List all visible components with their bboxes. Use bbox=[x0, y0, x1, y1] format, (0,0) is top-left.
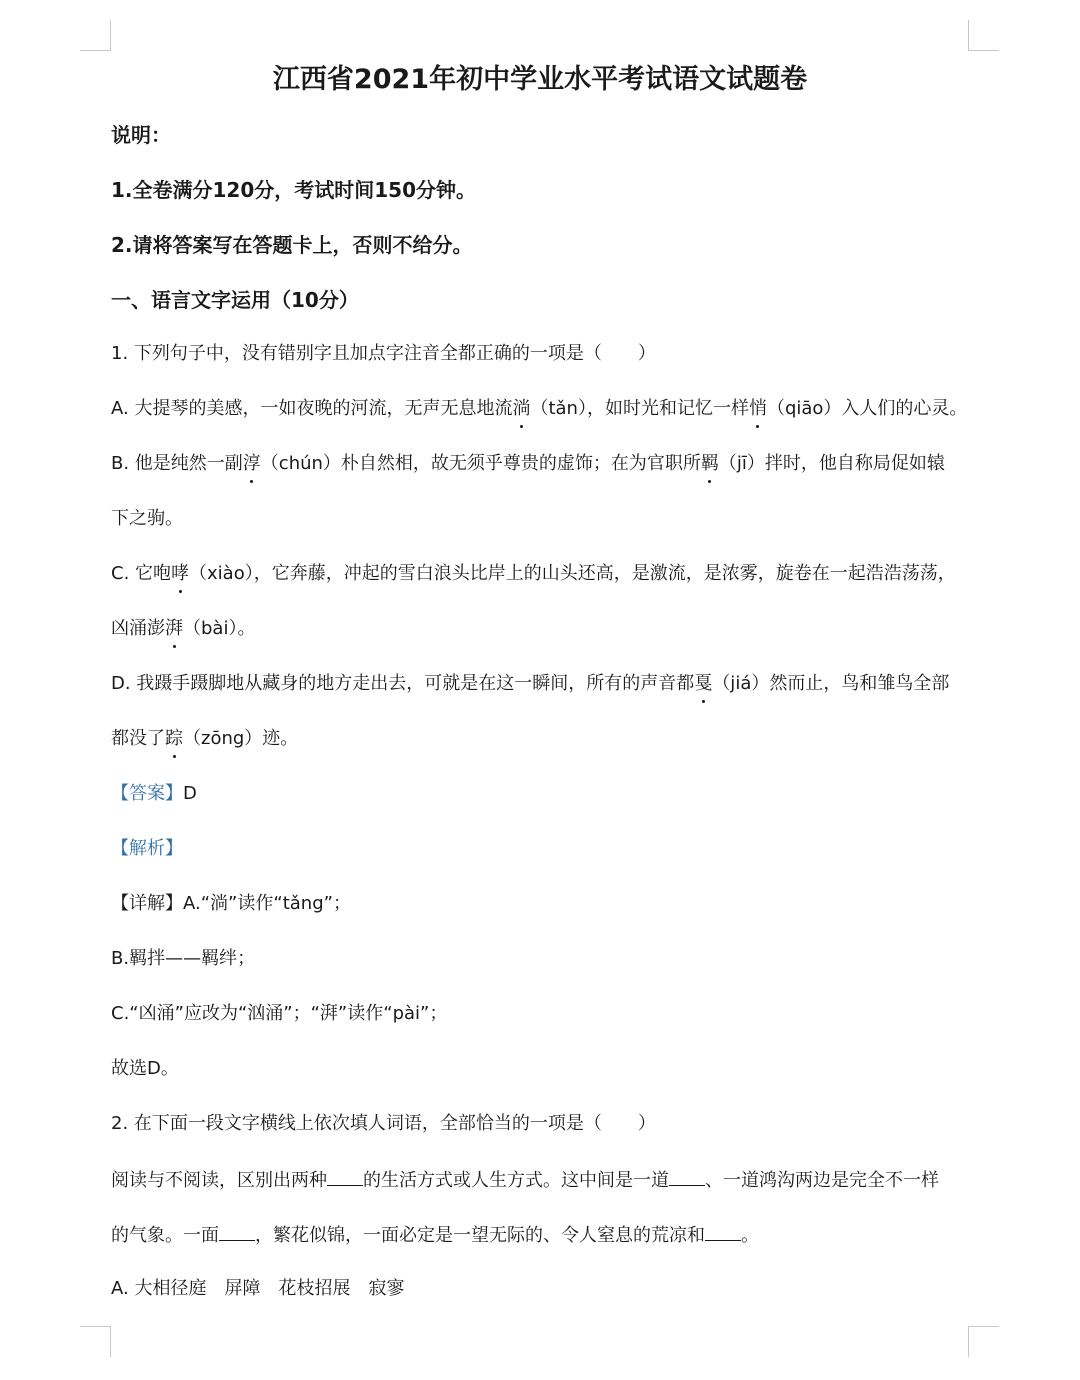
analysis-tag: 【解析】 bbox=[111, 838, 183, 859]
option-text: 都没了 bbox=[111, 728, 165, 749]
page-corner-mark bbox=[80, 1326, 111, 1357]
option-text: B. 他是纯然一副 bbox=[111, 453, 243, 474]
dotted-char: 淳 bbox=[242, 453, 261, 474]
option-text: （bài）。 bbox=[183, 618, 256, 639]
question-2-passage bbox=[111, 1167, 939, 1193]
answer-line bbox=[111, 782, 197, 806]
question-1-option-c-cont bbox=[111, 617, 255, 641]
question-1-option-d bbox=[111, 672, 949, 696]
question-1-option-b-cont: 下之驹。 bbox=[111, 508, 183, 529]
option-text: （xiào），它奔藤，冲起的雪白浪头比岸上的山头还高，是激流，是浓雾，旋卷在一起浩浩荡荡， bbox=[189, 563, 956, 584]
question-2-passage-cont bbox=[111, 1222, 759, 1248]
fill-blank bbox=[327, 1167, 363, 1186]
question-1-option-d-cont bbox=[111, 727, 298, 751]
passage-text: 的气象。一面 bbox=[111, 1225, 219, 1246]
fill-blank bbox=[705, 1222, 741, 1241]
passage-text: 、一道鸿沟两边是完全不一样 bbox=[705, 1170, 939, 1191]
dotted-char: 湃 bbox=[165, 618, 183, 639]
page-corner-mark bbox=[80, 20, 111, 51]
dotted-char: 羁 bbox=[700, 453, 719, 474]
page-title: 江西省2021年初中学业水平考试语文试题卷 bbox=[272, 64, 808, 95]
dotted-char: 淌 bbox=[512, 398, 531, 419]
answer-value: D bbox=[183, 783, 197, 804]
option-text: C. 它咆 bbox=[111, 563, 172, 584]
fill-blank bbox=[219, 1222, 255, 1241]
option-text: A. 大提琴的美感，一如夜晚的河流，无声无息地流 bbox=[111, 398, 513, 419]
passage-text: ，繁花似锦，一面必定是一望无际的、令人窒息的荒凉和 bbox=[255, 1225, 705, 1246]
question-1-stem: 1. 下列句子中，没有错别字且加点字注音全都正确的一项是（ ） bbox=[111, 343, 656, 364]
instruction-item: 1.全卷满分120分，考试时间150分钟。 bbox=[111, 178, 477, 202]
option-text: （chún）朴自然相，故无须乎尊贵的虚饰；在为官职所 bbox=[260, 453, 701, 474]
question-1-option-a bbox=[111, 397, 967, 421]
option-text: （jiá）然而止，鸟和雏鸟全部 bbox=[712, 673, 950, 694]
option-text: 凶涌澎 bbox=[111, 618, 165, 639]
analysis-detail: B.羁拌——羁绊； bbox=[111, 948, 256, 969]
dotted-char: 悄 bbox=[748, 398, 767, 419]
dotted-char: 踪 bbox=[165, 728, 183, 749]
answer-tag: 【答案】 bbox=[111, 783, 183, 804]
analysis-conclusion: 故选D。 bbox=[111, 1058, 179, 1079]
question-2-option-a: A. 大相径庭 屏障 花枝招展 寂寥 bbox=[111, 1278, 405, 1299]
analysis-detail: C.“凶涌”应改为“汹涌”；“湃”读作“pài”； bbox=[111, 1003, 448, 1024]
option-text: （tǎn），如时光和记忆一样 bbox=[530, 398, 749, 419]
dotted-char: 哮 bbox=[171, 563, 190, 584]
page-corner-mark bbox=[968, 1326, 999, 1357]
question-1-option-c bbox=[111, 562, 956, 586]
analysis-detail: 【详解】A.“淌”读作“tǎng”； bbox=[111, 893, 351, 914]
option-text: D. 我蹑手蹑脚地从藏身的地方走出去，可就是在这一瞬间，所有的声音都 bbox=[111, 673, 695, 694]
fill-blank bbox=[669, 1167, 705, 1186]
dotted-char: 戛 bbox=[694, 673, 713, 694]
section-heading: 一、语言文字运用（10分） bbox=[111, 288, 359, 312]
instructions-heading: 说明： bbox=[111, 123, 171, 147]
option-text: （qiāo）入人们的心灵。 bbox=[766, 398, 968, 419]
page-corner-mark bbox=[968, 20, 999, 51]
passage-text: 。 bbox=[741, 1225, 759, 1246]
question-1-option-b bbox=[111, 452, 945, 476]
instruction-item: 2.请将答案写在答题卡上，否则不给分。 bbox=[111, 233, 473, 257]
question-2-stem: 2. 在下面一段文字横线上依次填人词语，全部恰当的一项是（ ） bbox=[111, 1113, 656, 1134]
option-text: （jī）拌时，他自称局促如辕 bbox=[718, 453, 945, 474]
option-text: （zōng）迹。 bbox=[183, 728, 299, 749]
passage-text: 阅读与不阅读，区别出两种 bbox=[111, 1170, 327, 1191]
passage-text: 的生活方式或人生方式。这中间是一道 bbox=[363, 1170, 669, 1191]
